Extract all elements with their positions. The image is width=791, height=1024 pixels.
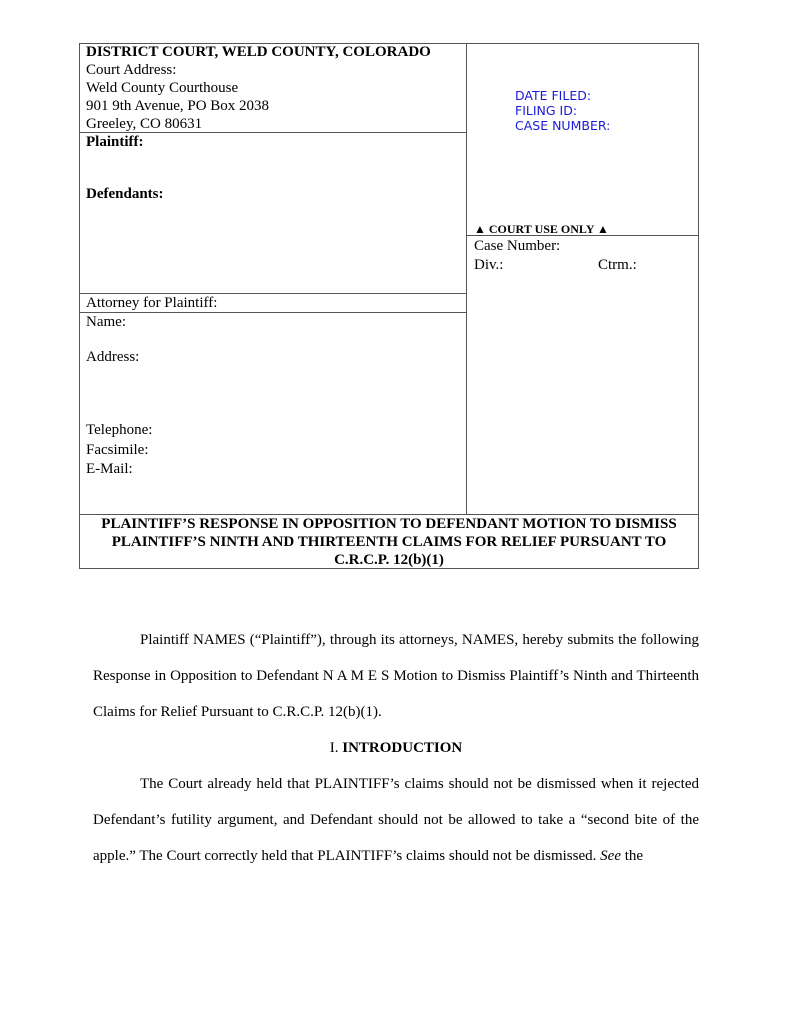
intro-paragraph: Plaintiff NAMES (“Plaintiff”), through its attorneys, NAMES, hereby submits the following Response in Opposition to Defendant N A M E S Motion to Dismiss Plaintiff’s Ninth and Thirteenth Claims for Relief Pursuant to C.R.C.P. 12(b)(1). bbox=[93, 632, 699, 720]
date-filed-stamp: DATE FILED: bbox=[515, 88, 592, 103]
court-address-line1: Weld County Courthouse bbox=[86, 80, 239, 96]
court-use-only-label: ▲ COURT USE ONLY ▲ bbox=[474, 222, 609, 236]
attorney-address-label: Address: bbox=[86, 349, 140, 365]
defendants-label: Defendants: bbox=[86, 186, 164, 202]
document-title bbox=[80, 515, 698, 569]
introduction-paragraph bbox=[93, 766, 699, 874]
document-title-line3: C.R.C.P. 12(b)(1) bbox=[334, 552, 444, 568]
facsimile-label: Facsimile: bbox=[86, 442, 149, 458]
caption-divider-attorney bbox=[79, 312, 467, 313]
division-label: Div.: bbox=[474, 257, 504, 273]
court-address-label: Court Address: bbox=[86, 62, 177, 78]
section-heading bbox=[80, 738, 712, 758]
court-name: DISTRICT COURT, WELD COUNTY, COLORADO bbox=[86, 44, 431, 60]
court-address-line3: Greeley, CO 80631 bbox=[86, 116, 203, 132]
document-title-line2: PLAINTIFF’S NINTH AND THIRTEENTH CLAIMS FOR RELIEF PURSUANT TO bbox=[111, 534, 667, 550]
introduction-paragraph-end: the bbox=[620, 848, 644, 864]
attorney-label: Attorney for Plaintiff: bbox=[86, 295, 218, 311]
courtroom-label: Ctrm.: bbox=[598, 257, 637, 273]
filing-id-stamp: FILING ID: bbox=[515, 103, 578, 118]
introduction-paragraph-text: The Court already held that PLAINTIFF’s claims should not be dismissed when it rejected Defendant’s futility argument, and Defendant should not be allowed to take a “second bite of the apple.” The Court correctly held that PLAINTIFF’s claims should not be dismissed. bbox=[93, 776, 699, 864]
section-title: INTRODUCTION bbox=[342, 740, 463, 756]
document-title-line1: PLAINTIFF’S RESPONSE IN OPPOSITION TO DEFENDANT MOTION TO DISMISS bbox=[101, 516, 677, 532]
plaintiff-label: Plaintiff: bbox=[86, 134, 144, 150]
attorney-name-label: Name: bbox=[86, 314, 126, 330]
section-number: I. bbox=[329, 740, 339, 756]
see-signal: See bbox=[600, 848, 621, 864]
telephone-label: Telephone: bbox=[86, 422, 153, 438]
case-number-stamp: CASE NUMBER: bbox=[515, 118, 611, 133]
email-label: E-Mail: bbox=[86, 461, 133, 477]
case-number-label: Case Number: bbox=[474, 238, 561, 254]
caption-divider-vertical bbox=[466, 43, 467, 515]
court-address-line2: 901 9th Avenue, PO Box 2038 bbox=[86, 98, 270, 114]
